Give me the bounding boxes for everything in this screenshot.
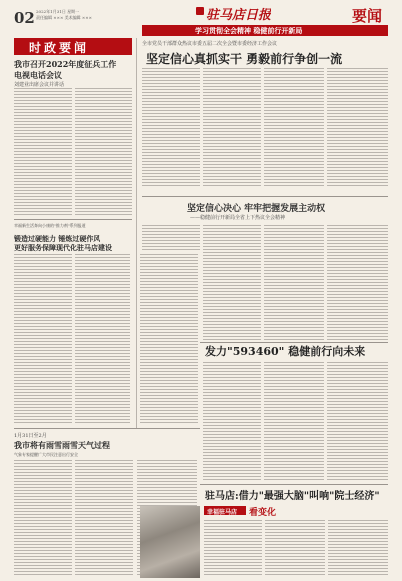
time-politics-title: 时政要闻 [29, 41, 90, 55]
article1-subtitle: 刘建业出席会议并讲话 [14, 82, 65, 88]
section-title: 要闻 [352, 7, 383, 25]
column-tag-suffix: 看变化 [249, 508, 277, 518]
article2-body-a [14, 254, 72, 424]
article1-body-right [75, 88, 132, 216]
divider [14, 428, 200, 429]
h2-body-1 [203, 362, 261, 480]
h3-body-3 [328, 520, 388, 576]
article2-kicker: 幸福新生活奔向小康的"推力剂"系列报道 [14, 223, 86, 228]
main-kicker: 全市党员干部群众热议市委五届二次全会暨市委经济工作会议 [142, 41, 278, 47]
feature-body-3 [264, 225, 324, 340]
column-tag-label: 幸福驻马店 [207, 509, 238, 516]
weather-subtitle: 气象专家提醒广大市民注意出行安全 [14, 452, 78, 457]
h3-body-1 [204, 520, 262, 576]
article2-title-line1: 锻造过硬能力 锤炼过硬作风 [14, 234, 101, 243]
feature-body-2 [203, 225, 261, 340]
divider [142, 196, 388, 197]
feature-body-4 [327, 225, 388, 340]
page-number: 02 [14, 9, 35, 27]
emblem-icon [196, 7, 204, 15]
issue-editor: 责任编辑 ××× 美术编辑 ××× [36, 15, 92, 20]
weather-body-b [75, 460, 133, 575]
weather-kicker: 1月31日至2月 [14, 433, 47, 439]
article1-body-left [14, 88, 72, 216]
feature-photo [140, 506, 200, 578]
headline-593460: 发力"593460" 稳健前行向未来 [205, 345, 366, 358]
divider [136, 38, 137, 428]
article1-title-line2: 电视电话会议 [14, 70, 62, 80]
headline-academician-economy: 驻马店:借力"最强大脑"叫响"院士经济" [205, 491, 380, 502]
article2-title-line2: 更好服务保障现代化驻马店建设 [14, 243, 112, 252]
divider [200, 484, 388, 485]
feature-subtitle: ——稳健前行开新局全省上下热议全会精神 [190, 215, 286, 221]
main-body-4 [327, 68, 388, 188]
h3-body-2 [265, 520, 325, 576]
h2-body-2 [264, 362, 324, 480]
h2-body-3 [327, 362, 388, 480]
article2-body-c [140, 254, 198, 424]
feature-body-1 [142, 225, 200, 250]
newspaper-logo: 驻马店日报 [206, 8, 272, 23]
article1-title-line1: 我市召开2022年度征兵工作 [14, 59, 117, 69]
issue-date: 2022年1月31日 星期一 [36, 9, 80, 14]
main-body-2 [203, 68, 261, 188]
header-slogan: 学习贯彻全会精神 稳健前行开新局 [195, 26, 303, 35]
main-body-3 [264, 68, 324, 188]
weather-body-a [14, 460, 72, 575]
weather-title: 我市将有雨雪雨雪天气过程 [14, 440, 110, 450]
main-body-1 [142, 68, 200, 188]
main-headline: 坚定信心真抓实干 勇毅前行争创一流 [146, 52, 343, 66]
article2-body-b [75, 254, 130, 424]
divider [14, 219, 132, 220]
feature-title: 坚定信心决心 牢牢把握发展主动权 [187, 204, 326, 214]
